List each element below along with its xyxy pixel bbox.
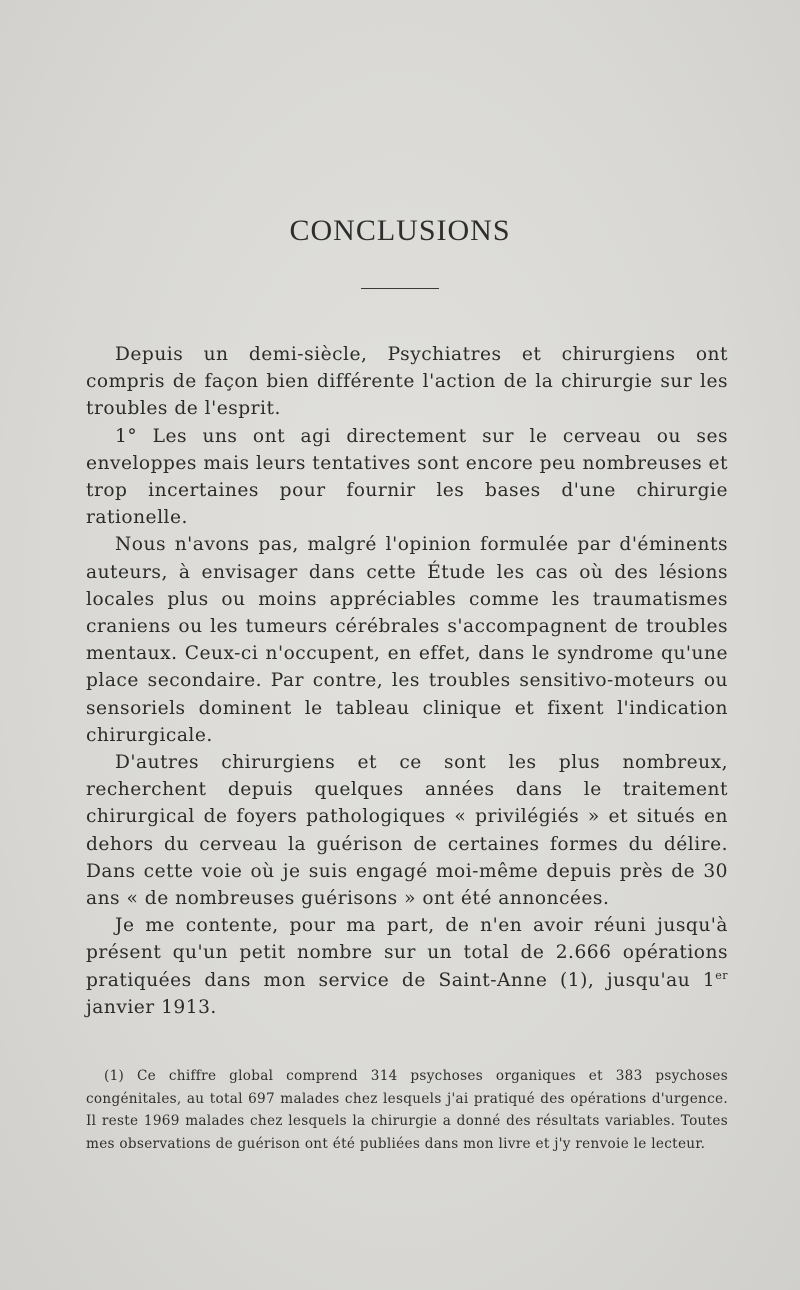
paragraph-last-text: Je me contente, pour ma part, de n'en avoir réuni jusqu'à présent qu'un petit nombre sur un total de 2.666 opérations pratiquées dans mon service de Saint-Anne (1), jusqu'au 1 — [86, 915, 728, 991]
body-text — [86, 341, 728, 1021]
paragraph-last — [86, 912, 728, 1021]
ordinal-superscript: er — [715, 968, 728, 982]
paragraph: D'autres chirurgiens et ce sont les plus nombreux, recherchent depuis quelques années dans le traitement chirurgical de foyers pathologiques « privilégiés » et situés en dehors du cerveau la guérison de certaines formes du délire. Dans cette voie où je suis engagé moi-même depuis près de 30 ans « de nombreuses guérisons » ont été annoncées. — [86, 752, 728, 910]
paragraph: Nous n'avons pas, malgré l'opinion formulée par d'éminents auteurs, à envisager dans cette Étude les cas où des lésions locales plus ou moins appréciables comme les traumatismes craniens ou les tumeurs cérébrales s'accompagnent de troubles mentaux. Ceux-ci n'occupent, en effet, dans le syndrome qu'une place secondaire. Par contre, les troubles sensitivo-moteurs ou sensoriels dominent le tableau clinique et fixent l'indication chirurgicale. — [86, 534, 728, 746]
footnote-text: (1) Ce chiffre global comprend 314 psychoses organiques et 383 psychoses congénitales, au total 697 malades chez lesquels j'ai pratiqué des opérations d'urgence. Il reste 1969 malades chez lesquels la chirurgie a donné des résultats variables. Toutes mes observations de guérison ont été publiées dans mon livre et j'y renvoie le lecteur. — [86, 1068, 728, 1152]
page-title: CONCLUSIONS — [289, 214, 511, 247]
paragraph-last-tail: janvier 1913. — [86, 996, 217, 1018]
paragraph: Depuis un demi-siècle, Psychiatres et chirurgiens ont compris de façon bien différente l'action de la chirurgie sur les troubles de l'esprit. — [86, 344, 728, 420]
title-divider — [361, 288, 439, 289]
footnote — [86, 1065, 728, 1155]
paragraph: 1° Les uns ont agi directement sur le cerveau ou ses enveloppes mais leurs tentatives sont encore peu nombreuses et trop incertaines pour fournir les bases d'une chirurgie rationelle. — [86, 425, 728, 529]
